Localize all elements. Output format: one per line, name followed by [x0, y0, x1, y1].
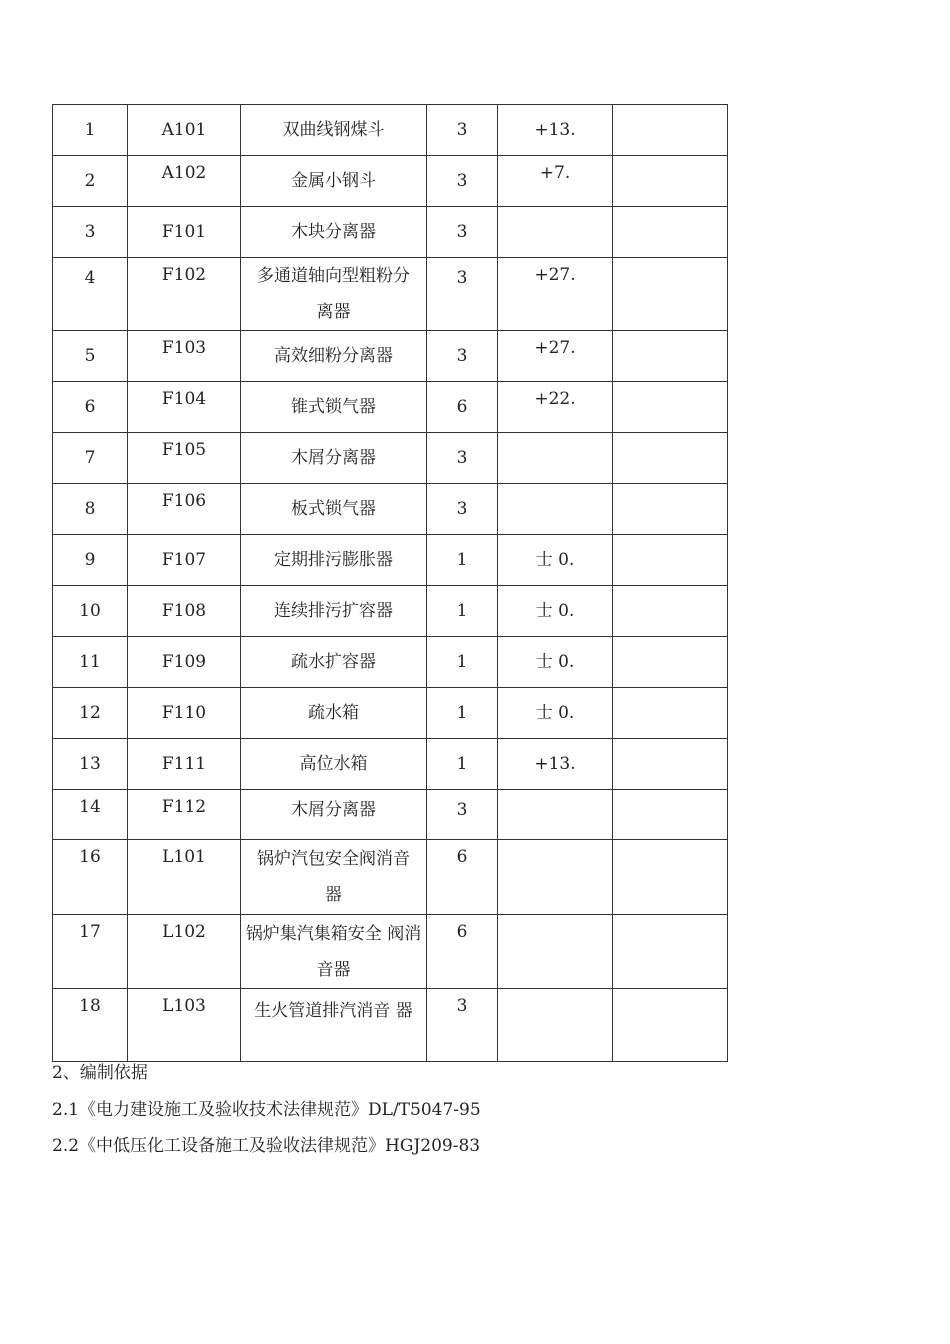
equipment-quantity: 1	[427, 739, 498, 790]
equipment-code: F109	[128, 637, 241, 688]
install-elevation	[498, 433, 613, 484]
install-elevation: +22.	[498, 382, 613, 433]
equipment-quantity: 1	[427, 637, 498, 688]
install-elevation: +7.	[498, 156, 613, 207]
install-elevation: 士 0.	[498, 688, 613, 739]
equipment-code: L102	[128, 915, 241, 989]
equipment-name: 连续排污扩容器	[241, 586, 427, 637]
equipment-quantity: 6	[427, 915, 498, 989]
remarks-cell	[613, 105, 728, 156]
remarks-cell	[613, 688, 728, 739]
equipment-quantity: 3	[427, 433, 498, 484]
table-row	[53, 739, 728, 790]
table-row	[53, 484, 728, 535]
equipment-code: F110	[128, 688, 241, 739]
equipment-name: 定期排污膨胀器	[241, 535, 427, 586]
equipment-name: 锥式锁气器	[241, 382, 427, 433]
equipment-name: 木屑分离器	[241, 790, 427, 840]
equipment-code: L103	[128, 989, 241, 1062]
row-number: 4	[53, 258, 128, 331]
equipment-name: 疏水箱	[241, 688, 427, 739]
remarks-cell	[613, 331, 728, 382]
equipment-code: F108	[128, 586, 241, 637]
equipment-code: L101	[128, 840, 241, 915]
equipment-quantity: 3	[427, 989, 498, 1062]
equipment-quantity: 3	[427, 105, 498, 156]
equipment-code: F105	[128, 433, 241, 484]
install-elevation: 士 0.	[498, 535, 613, 586]
remarks-cell	[613, 156, 728, 207]
table-row	[53, 637, 728, 688]
remarks-cell	[613, 840, 728, 915]
install-elevation	[498, 207, 613, 258]
remarks-cell	[613, 535, 728, 586]
remarks-cell	[613, 989, 728, 1062]
row-number: 10	[53, 586, 128, 637]
table-row	[53, 258, 728, 331]
remarks-cell	[613, 586, 728, 637]
table-row	[53, 382, 728, 433]
table-row	[53, 207, 728, 258]
table-row	[53, 688, 728, 739]
table-row	[53, 915, 728, 989]
table-row	[53, 790, 728, 840]
row-number: 3	[53, 207, 128, 258]
remarks-cell	[613, 915, 728, 989]
equipment-name: 木块分离器	[241, 207, 427, 258]
equipment-code: F102	[128, 258, 241, 331]
remarks-cell	[613, 637, 728, 688]
equipment-name: 疏水扩容器	[241, 637, 427, 688]
row-number: 16	[53, 840, 128, 915]
equipment-quantity: 6	[427, 382, 498, 433]
table-row	[53, 989, 728, 1062]
row-number: 1	[53, 105, 128, 156]
install-elevation	[498, 840, 613, 915]
table-row	[53, 105, 728, 156]
equipment-quantity: 6	[427, 840, 498, 915]
install-elevation: +13.	[498, 105, 613, 156]
row-number: 9	[53, 535, 128, 586]
equipment-code: F104	[128, 382, 241, 433]
install-elevation	[498, 790, 613, 840]
table-row	[53, 535, 728, 586]
install-elevation: 士 0.	[498, 637, 613, 688]
install-elevation: +27.	[498, 331, 613, 382]
row-number: 7	[53, 433, 128, 484]
equipment-code: F103	[128, 331, 241, 382]
equipment-code: F101	[128, 207, 241, 258]
row-number: 18	[53, 989, 128, 1062]
equipment-name: 高效细粉分离器	[241, 331, 427, 382]
equipment-name: 板式锁气器	[241, 484, 427, 535]
row-number: 17	[53, 915, 128, 989]
equipment-quantity: 3	[427, 207, 498, 258]
install-elevation: 士 0.	[498, 586, 613, 637]
equipment-quantity: 1	[427, 688, 498, 739]
row-number: 8	[53, 484, 128, 535]
table-row	[53, 840, 728, 915]
install-elevation: +13.	[498, 739, 613, 790]
equipment-name: 锅炉集汽集箱安全 阀消音器	[241, 915, 427, 989]
reference-item: 2.2《中低压化工设备施工及验收法律规范》HGJ209-83	[52, 1136, 481, 1156]
equipment-code: A102	[128, 156, 241, 207]
install-elevation	[498, 915, 613, 989]
table-row	[53, 331, 728, 382]
equipment-quantity: 1	[427, 586, 498, 637]
table-row	[53, 433, 728, 484]
row-number: 2	[53, 156, 128, 207]
equipment-code: A101	[128, 105, 241, 156]
row-number: 5	[53, 331, 128, 382]
equipment-name: 高位水箱	[241, 739, 427, 790]
section-heading: 2、编制依据	[52, 1063, 148, 1083]
install-elevation: +27.	[498, 258, 613, 331]
remarks-cell	[613, 258, 728, 331]
equipment-code: F106	[128, 484, 241, 535]
equipment-code: F107	[128, 535, 241, 586]
equipment-quantity: 3	[427, 484, 498, 535]
equipment-name: 锅炉汽包安全阀消音器	[241, 840, 427, 915]
remarks-cell	[613, 207, 728, 258]
remarks-cell	[613, 484, 728, 535]
equipment-name: 多通道轴向型粗粉分离器	[241, 258, 427, 331]
equipment-code: F112	[128, 790, 241, 840]
equipment-quantity: 3	[427, 156, 498, 207]
install-elevation	[498, 484, 613, 535]
equipment-quantity: 1	[427, 535, 498, 586]
equipment-table	[52, 104, 728, 1062]
table-row	[53, 156, 728, 207]
table-row	[53, 586, 728, 637]
remarks-cell	[613, 382, 728, 433]
row-number: 12	[53, 688, 128, 739]
equipment-name: 双曲线钢煤斗	[241, 105, 427, 156]
row-number: 13	[53, 739, 128, 790]
remarks-cell	[613, 433, 728, 484]
equipment-code: F111	[128, 739, 241, 790]
remarks-cell	[613, 739, 728, 790]
remarks-cell	[613, 790, 728, 840]
equipment-name: 木屑分离器	[241, 433, 427, 484]
row-number: 6	[53, 382, 128, 433]
row-number: 11	[53, 637, 128, 688]
equipment-name: 金属小钢斗	[241, 156, 427, 207]
install-elevation	[498, 989, 613, 1062]
row-number: 14	[53, 790, 128, 840]
equipment-quantity: 3	[427, 790, 498, 840]
equipment-name: 生火管道排汽消音 器	[241, 989, 427, 1062]
reference-item: 2.1《电力建设施工及验收技术法律规范》DL/T5047-95	[52, 1100, 481, 1120]
equipment-quantity: 3	[427, 258, 498, 331]
equipment-quantity: 3	[427, 331, 498, 382]
